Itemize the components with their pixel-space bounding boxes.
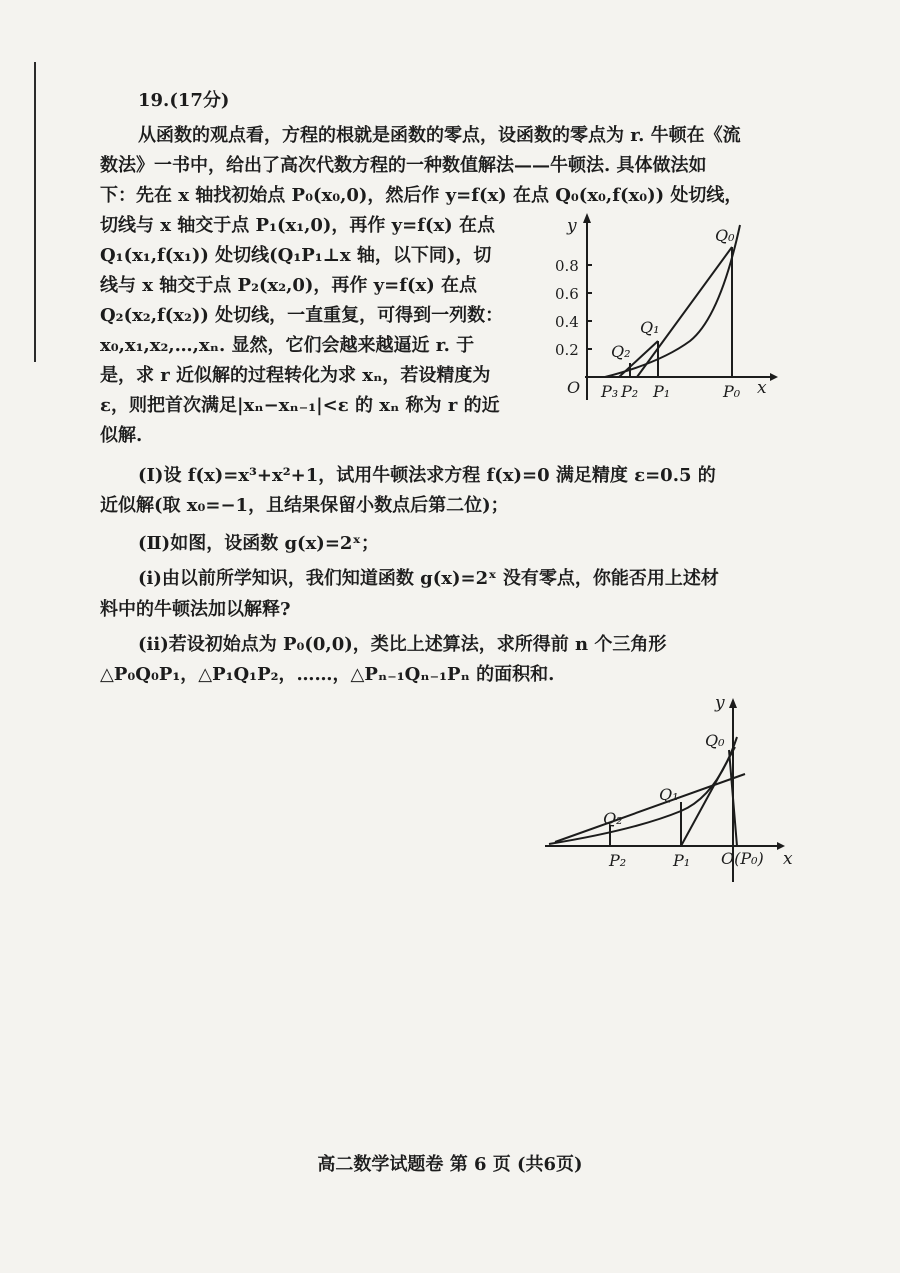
part1-line: (Ⅰ)设 f(x)=x³+x²+1，试用牛顿法求方程 f(x)=0 满足精度 ε=0.5 的 [138, 465, 716, 486]
part-2: (Ⅱ)如图，设函数 g(x)=2ˣ； [138, 533, 379, 554]
tangent-Q1 [555, 774, 745, 842]
page-footer: 高二数学试题卷 第 6 页 (共6页) [317, 1154, 583, 1175]
tick-label: 0.2 [555, 341, 579, 359]
intro-line: 线与 x 轴交于点 P₂(x₂,0)，再作 y=f(x) 在点 [100, 275, 477, 296]
tick-label: 0.4 [555, 313, 579, 331]
tangent-Q0 [637, 247, 732, 377]
tangent-Q0 [681, 747, 735, 846]
intro-line: 是，求 r 近似解的过程转化为求 xₙ，若设精度为 [100, 365, 491, 386]
label-P2: P₂ [609, 851, 627, 870]
part2i-line: (ⅰ)由以前所学知识，我们知道函数 g(x)=2ˣ 没有零点，你能否用上述材 [138, 568, 719, 589]
part1-line: 近似解(取 x₀=−1，且结果保留小数点后第二位)； [100, 495, 509, 516]
label-Q0: Q₀ [705, 731, 725, 750]
intro-line: 切线与 x 轴交于点 P₁(x₁,0)，再作 y=f(x) 在点 [100, 215, 495, 236]
intro-line: Q₁(x₁,f(x₁)) 处切线(Q₁P₁⊥x 轴，以下同)，切 [100, 245, 492, 266]
label-Q1: Q₁ [640, 318, 660, 337]
x-axis-label: x [783, 849, 793, 869]
label-P3: P₃ [601, 382, 619, 401]
label-P2: P₂ [621, 382, 639, 401]
label-P0: P₀ [723, 382, 741, 401]
x-axis-label: x [757, 378, 767, 398]
y-axis-label: y [567, 216, 577, 236]
curve-g [549, 737, 737, 844]
part2ii-line: △P₀Q₀P₁，△P₁Q₁P₂，……，△Pₙ₋₁Qₙ₋₁Pₙ 的面积和. [100, 664, 555, 685]
tick-label: 0.6 [555, 285, 579, 303]
figure-exponential [545, 692, 800, 892]
tick-label: 0.8 [555, 257, 579, 275]
intro-line: 下：先在 x 轴找初始点 P₀(x₀,0)，然后作 y=f(x) 在点 Q₀(x₀,f(x₀)) 处切线， [100, 185, 743, 206]
part2ii-line: (ⅱ)若设初始点为 P₀(0,0)，类比上述算法，求所得前 n 个三角形 [138, 634, 667, 655]
intro-line: x₀,x₁,x₂,…,xₙ. 显然，它们会越来越逼近 r. 于 [100, 335, 475, 356]
label-Q2: Q₂ [603, 809, 623, 828]
intro-line: 从函数的观点看，方程的根就是函数的零点，设函数的零点为 r. 牛顿在《流 [138, 125, 741, 146]
intro-line: 数法》一书中，给出了高次代数方程的一种数值解法——牛顿法. 具体做法如 [100, 155, 707, 176]
origin-label: O(P₀) [721, 849, 764, 868]
problem-number: 19.(17分) [138, 90, 230, 111]
label-P1: P₁ [653, 382, 671, 401]
origin-label: O [567, 378, 581, 397]
y-axis-arrow [583, 213, 591, 223]
label-Q1: Q₁ [659, 785, 679, 804]
y-axis-arrow [729, 698, 737, 708]
intro-line: ε，则把首次满足|xₙ−xₙ₋₁|<ε 的 xₙ 称为 r 的近 [100, 395, 500, 416]
label-P1: P₁ [673, 851, 691, 870]
margin-rule [34, 62, 36, 362]
x-axis-arrow [770, 373, 778, 381]
y-axis-label: y [715, 693, 725, 713]
label-Q0: Q₀ [715, 226, 735, 245]
intro-line: 似解. [100, 425, 143, 446]
figure-newton-method [545, 205, 785, 405]
label-Q2: Q₂ [611, 342, 631, 361]
part2i-line: 料中的牛顿法加以解释? [100, 599, 291, 620]
intro-line: Q₂(x₂,f(x₂)) 处切线，一直重复，可得到一列数： [100, 305, 504, 326]
